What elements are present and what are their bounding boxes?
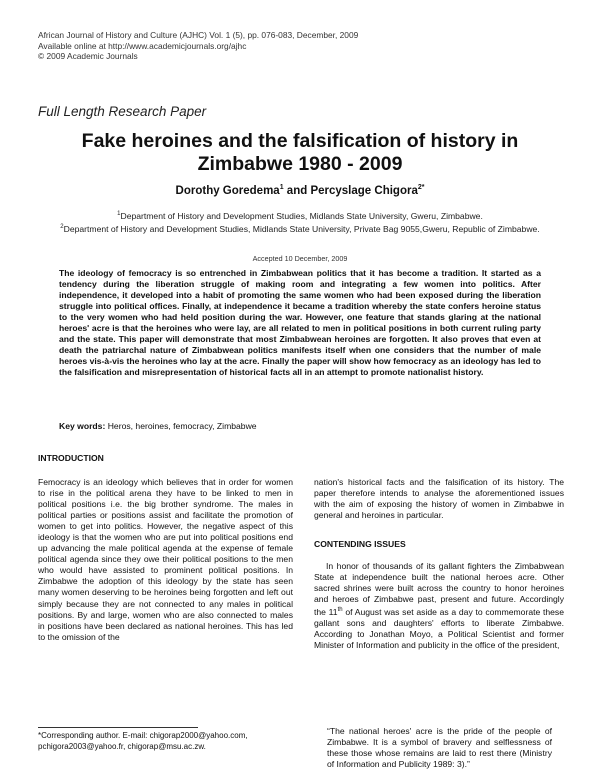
affiliation-1-number: 1 xyxy=(117,211,121,217)
keywords xyxy=(59,421,257,431)
contending-paragraph xyxy=(314,561,564,651)
journal-citation: African Journal of History and Culture (AJHC) Vol. 1 (5), pp. 076-083, December, 2009 xyxy=(38,30,359,40)
intro-paragraph-continued: nation's historical facts and the falsification of its history. The paper therefore intends to analyse the aforementioned issues with the aim of exposing the history of women in Zimbabwe in general and heroines in particular. xyxy=(314,477,564,521)
author-connector: and xyxy=(283,184,311,197)
affiliation-2-number: 2 xyxy=(60,224,64,231)
contending-text-a: In honor of thousands of its gallant fighters the Zimbabwean State at independence built the national heroes acre. Other sacred shrines were built across the country to honor heroines and heroes of Zimbabwe past, present and future. Accordingly the 11 xyxy=(314,561,564,618)
paper-title xyxy=(60,130,540,176)
paper-type: Full Length Research Paper xyxy=(38,104,207,119)
corresponding-author-footnote: *Corresponding author. E-mail: chigorap2000@yahoo.com, pchigora2003@yahoo.fr, chigorap@msu.ac.zw. xyxy=(38,731,248,751)
left-column xyxy=(38,477,293,643)
introduction-heading: INTRODUCTION xyxy=(38,453,104,463)
contending-issues-body xyxy=(314,561,564,651)
abstract: The ideology of femocracy is so entrenched in Zimbabwean politics that it has become a tradition. It started as a tendency during the liberation struggle of making room and integrating a few women into politics. After independence, it developed into a habit of promoting the same women who had been exposed during the liberation struggle into political offices. Finally, at independence it became a tradition whereby the state confers heroine status to the very women who had held position during the war. However, one feature that stands glaring at the national heroes' acre is that the heroines who were lay, are all related to men in political positions in both current ruling party and the state. This paper will demonstrate that most Zimbabwean heroines are forgotten. It also proves that even at death the patriarchal nature of Zimbabwean politics manifests itself when one considers that the number of male heroes vis-à-vis the heroines who lay at the acre. Finally the paper will show how femocracy as an ideology has led to the falsification and misrepresentation of historical facts all in an attempt to promote nationalist history. xyxy=(59,268,541,378)
affiliation-1 xyxy=(50,209,550,222)
footnote-divider xyxy=(38,727,198,728)
keywords-list: Heros, heroines, femocracy, Zimbabwe xyxy=(105,421,257,431)
author-2-affiliation: 2* xyxy=(417,184,425,191)
accepted-date: Accepted 10 December, 2009 xyxy=(252,254,348,263)
contending-text-b: of August was set aside as a day to commemorate these gallant sons and daughters' efforts to liberate Zimbabwe. According to Jonathan Moyo, a Political Scientist and former Minister of Information and publicity in the office of the president, xyxy=(314,607,564,651)
contending-issues-heading: CONTENDING ISSUES xyxy=(314,539,406,549)
affiliations xyxy=(50,209,550,235)
author-1: Dorothy Goredema xyxy=(175,184,280,197)
journal-header xyxy=(38,30,358,62)
author-list xyxy=(60,184,540,197)
right-column xyxy=(314,477,564,521)
online-availability: Available online at http://www.academicjournals.org/ajhc xyxy=(38,40,247,51)
affiliation-2 xyxy=(50,222,550,235)
block-quote: “The national heroes' acre is the pride of the people of Zimbabwe. It is a symbol of bravery and selflessness of these those whose remains are laid to rest there (Ministry of Information and Publicity 1989: 3).” xyxy=(327,726,552,770)
affiliation-1-text: Department of History and Development Studies, Midlands State University, Gweru, Zimbabwe. xyxy=(120,210,483,221)
intro-paragraph: Femocracy is an ideology which believes that in order for women to rise in the political arena they have to be linked to men in political positions i.e. the big brother syndrome. The males in political parties or positions assist and facilitate the promotion of women to get into politics. However, the negative aspect of this ideology is that the women who are put into political positions end up advancing the male political agenda at the expense of female political agenda since they owe their political positions to the men who would have assisted to prominent political positions. In Zimbabwe the adoption of this ideology by the state has seen many women deserving to be heroines being forgotten and left out simply because they are not connected to any males in political positions. By and large, women who are also connected to males in positions have been declared as national heroines. This has led to the omission of the xyxy=(38,477,293,642)
keywords-label: Key words: xyxy=(59,421,106,431)
affiliation-2-text: Department of History and Development Studies, Midlands State University, Private Bag 9055,Gweru, Republic of Zimbabwe. xyxy=(63,223,540,234)
author-2: Percyslage Chigora xyxy=(310,184,418,197)
ordinal-suffix: th xyxy=(337,607,343,614)
title-line-2: Zimbabwe 1980 - 2009 xyxy=(197,153,403,175)
title-line-1: Fake heroines and the falsification of history in xyxy=(81,130,519,152)
copyright: © 2009 Academic Journals xyxy=(38,51,138,61)
author-1-affiliation: 1 xyxy=(279,184,284,191)
